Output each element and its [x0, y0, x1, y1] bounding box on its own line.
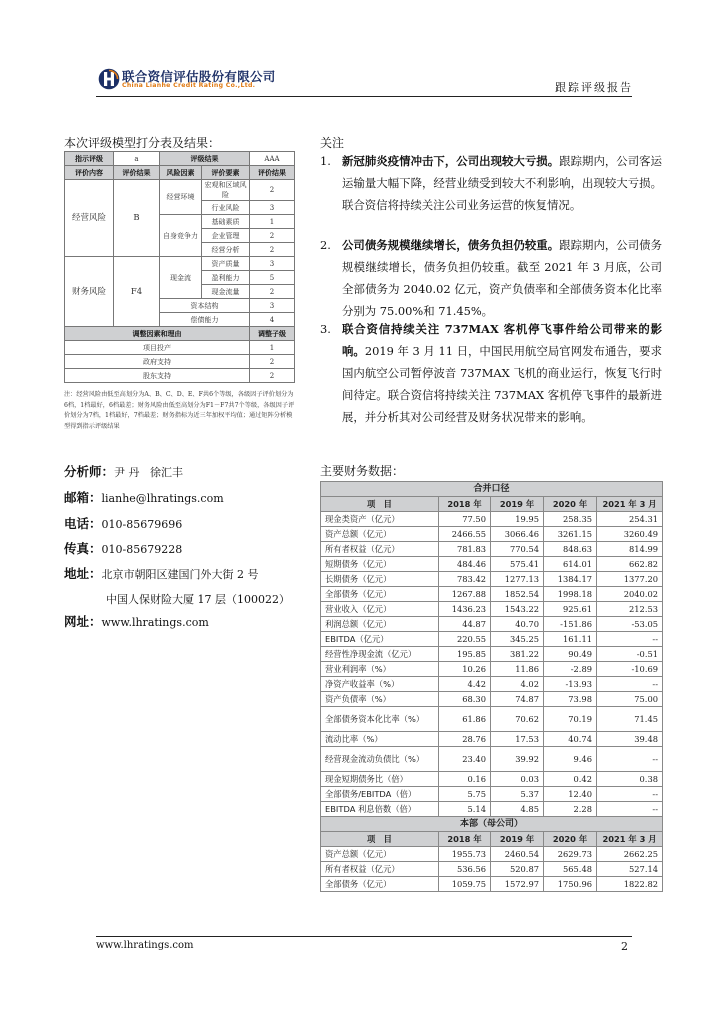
table-cell: 781.83 [439, 542, 491, 557]
row-label: 所有者权益（亿元） [321, 862, 439, 877]
table-row [321, 847, 663, 862]
table-cell: 40.74 [544, 732, 597, 747]
table-cell: 68.30 [439, 692, 491, 707]
table-cell: 0.03 [491, 772, 544, 787]
table-row [321, 677, 663, 692]
table-cell: 9.46 [544, 747, 597, 772]
financial-risk-label: 财务风险 [65, 257, 114, 327]
table-cell: 925.61 [544, 602, 597, 617]
table-cell: 2662.25 [597, 847, 663, 862]
row-label: 全部债务资本化比率（%） [321, 707, 439, 732]
table-cell: 1822.82 [597, 877, 663, 892]
table-row [65, 355, 295, 369]
table-cell: 848.63 [544, 542, 597, 557]
table-cell: 1750.96 [544, 877, 597, 892]
row-label: 利润总额（亿元） [321, 617, 439, 632]
table-cell: 1267.88 [439, 587, 491, 602]
table-row [321, 707, 663, 732]
table-cell: 1436.23 [439, 602, 491, 617]
table-cell: 662.82 [597, 557, 663, 572]
table-cell: 3260.49 [597, 527, 663, 542]
table-cell: -0.51 [597, 647, 663, 662]
element-name: 现金流量 [202, 285, 250, 299]
column-header: 2019 年 [491, 497, 544, 512]
table-row [321, 572, 663, 587]
element-name: 偿债能力 [160, 313, 250, 327]
table-cell: 4.42 [439, 677, 491, 692]
phone-line [64, 514, 182, 532]
table-row [321, 692, 663, 707]
concern-headline: 联合资信持续关注 737MAX 客机停飞事件给公司带来的影响。 [342, 322, 662, 358]
table-cell: 1377.20 [597, 572, 663, 587]
table-header-row [321, 497, 663, 512]
table-cell: 19.95 [491, 512, 544, 527]
fax-label: 传真： [64, 541, 102, 556]
table-row [65, 152, 295, 166]
row-label: 净资产收益率（%） [321, 677, 439, 692]
rating-section-title: 本次评级模型打分表及结果： [64, 136, 221, 150]
table-row [321, 802, 663, 817]
table-cell: 10.26 [439, 662, 491, 677]
element-score: 2 [250, 180, 295, 201]
concern-item [320, 150, 662, 216]
table-cell: 1998.18 [544, 587, 597, 602]
concern-headline: 新冠肺炎疫情冲击下，公司出现较大亏损。 [342, 154, 560, 168]
column-header: 2020 年 [544, 497, 597, 512]
table-cell: 61.86 [439, 707, 491, 732]
row-label: 经营性净现金流（亿元） [321, 647, 439, 662]
table-cell: 565.48 [544, 862, 597, 877]
table-cell: -151.86 [544, 617, 597, 632]
table-cell: 4.85 [491, 802, 544, 817]
table-cell: -2.89 [544, 662, 597, 677]
adjust-factor-header: 调整因素和理由 [65, 327, 250, 341]
row-label: 资产总额（亿元） [321, 527, 439, 542]
table-cell: 3261.15 [544, 527, 597, 542]
table-cell: 39.48 [597, 732, 663, 747]
concern-text: 跟踪期内，公司客运运输量大幅下降，经营业绩受到较大不利影响，出现较大亏损。联合资信将持续关注公司业务运营的恢复情况。 [342, 154, 662, 212]
column-header: 2019 年 [491, 832, 544, 847]
rating-result-label: 评级结果 [160, 152, 250, 166]
page-header [0, 0, 724, 100]
row-label: 全部债务（亿元） [321, 877, 439, 892]
row-label: 全部债务（亿元） [321, 587, 439, 602]
table-cell: 1572.97 [491, 877, 544, 892]
table-cell: 1059.75 [439, 877, 491, 892]
table-cell: 0.16 [439, 772, 491, 787]
page-number: 2 [621, 940, 628, 953]
row-label: 流动比率（%） [321, 732, 439, 747]
table-cell: 1277.13 [491, 572, 544, 587]
concern-headline: 公司债务规模继续增长，债务负担仍较重。 [342, 238, 560, 252]
column-header: 项 目 [321, 497, 439, 512]
table-cell: 345.25 [491, 632, 544, 647]
phone-value: 010-85679696 [101, 518, 183, 531]
row-label: 长期债务（亿元） [321, 572, 439, 587]
element-name: 盈利能力 [202, 271, 250, 285]
email-label: 邮箱： [64, 490, 102, 505]
table-cell: -- [597, 747, 663, 772]
table-row [321, 877, 663, 892]
table-row [321, 787, 663, 802]
element-score: 3 [250, 299, 295, 313]
table-row [321, 772, 663, 787]
table-cell: -- [597, 632, 663, 647]
business-risk-label: 经营风险 [65, 180, 114, 257]
table-cell: -13.93 [544, 677, 597, 692]
element-name: 资本结构 [160, 299, 250, 313]
concern-number: 2. [320, 238, 331, 252]
table-cell: 71.45 [597, 707, 663, 732]
table-cell: 527.14 [597, 862, 663, 877]
table-row [321, 747, 663, 772]
table-cell: 2460.54 [491, 847, 544, 862]
table-cell: 23.40 [439, 747, 491, 772]
row-label: 现金类资产（亿元） [321, 512, 439, 527]
table-cell: 2629.73 [544, 847, 597, 862]
table-cell: 5.14 [439, 802, 491, 817]
company-name-cn: 联合资信评估股份有限公司 [122, 69, 276, 84]
adjust-reason: 股东支持 [65, 369, 250, 383]
table-cell: 770.54 [491, 542, 544, 557]
element-score: 3 [250, 257, 295, 271]
table-cell: -10.69 [597, 662, 663, 677]
table-cell: 575.41 [491, 557, 544, 572]
table-cell: 3066.46 [491, 527, 544, 542]
element-score: 3 [250, 201, 295, 215]
table-cell: 5.37 [491, 787, 544, 802]
company-name-en: China Lianhe Credit Rating Co.,Ltd. [122, 82, 256, 89]
financial-data-table [320, 481, 663, 892]
email-line [64, 488, 224, 506]
concern-text: 跟踪期内，公司债务规模继续增长，债务负担仍较重。截至 2021 年 3 月底，公司全部债务为 2040.02 亿元，资产负债率和全部债务资本化比率分别为 75.00%和 71.45%。 [342, 238, 662, 318]
column-header: 评价结果 [114, 166, 160, 180]
table-cell: -- [597, 802, 663, 817]
table-cell: 195.85 [439, 647, 491, 662]
table-cell: 0.38 [597, 772, 663, 787]
fax-value: 010-85679228 [101, 543, 183, 556]
row-label: 经营现金流动负债比（%） [321, 747, 439, 772]
table-cell: 1955.73 [439, 847, 491, 862]
table-cell: 74.87 [491, 692, 544, 707]
parent-company-label: 本部（母公司） [321, 817, 663, 832]
table-row [321, 542, 663, 557]
table-row [321, 732, 663, 747]
footer-divider [96, 936, 632, 937]
table-cell: 4.02 [491, 677, 544, 692]
element-score: 2 [250, 243, 295, 257]
analyst-label: 分析师： [64, 464, 115, 479]
table-cell: 70.62 [491, 707, 544, 732]
table-cell: 17.53 [491, 732, 544, 747]
table-row [321, 862, 663, 877]
adjust-level-header: 调整子级 [250, 327, 295, 341]
element-name: 企业管理 [202, 229, 250, 243]
table-row [321, 632, 663, 647]
table-cell: 70.19 [544, 707, 597, 732]
row-label: 所有者权益（亿元） [321, 542, 439, 557]
table-cell: 75.00 [597, 692, 663, 707]
factor-name: 经营环境 [160, 180, 202, 215]
table-row [65, 257, 295, 271]
concern-number: 3. [320, 322, 331, 336]
adjust-level: 1 [250, 341, 295, 355]
table-cell: 614.01 [544, 557, 597, 572]
table-cell: 90.49 [544, 647, 597, 662]
table-cell: 1543.22 [491, 602, 544, 617]
table-cell: 73.98 [544, 692, 597, 707]
adjust-reason: 政府支持 [65, 355, 250, 369]
column-header: 2021 年 3 月 [597, 832, 663, 847]
website-label: 网址： [64, 614, 102, 629]
element-score: 2 [250, 229, 295, 243]
table-row [321, 587, 663, 602]
header-divider [96, 96, 632, 97]
row-label: EBITDA 利息倍数（倍） [321, 802, 439, 817]
table-cell: 28.76 [439, 732, 491, 747]
table-cell: 44.87 [439, 617, 491, 632]
concerns-title: 关注 [320, 136, 345, 150]
element-name: 宏观和区域风险 [202, 180, 250, 201]
email-value[interactable]: lianhe@lhratings.com [101, 492, 224, 505]
column-header: 2020 年 [544, 832, 597, 847]
table-row [321, 617, 663, 632]
column-header: 评价结果 [250, 166, 295, 180]
rating-score-table [64, 151, 295, 383]
column-header: 评价内容 [65, 166, 114, 180]
address-line [64, 564, 259, 582]
column-header: 项 目 [321, 832, 439, 847]
table-row [65, 341, 295, 355]
address-value: 北京市朝阳区建国门外大街 2 号 [101, 568, 259, 581]
analyst-names: 尹 丹 徐汇丰 [114, 466, 184, 479]
table-cell: 2466.55 [439, 527, 491, 542]
rating-table-note: 注：经营风险由低至高划分为A、B、C、D、E、F共6个等级，各级因子评价划分为6档，1档最好，6档最差；财务风险由低至高划分为F1－F7共7个等级，各级因子评价划分为7档，1档最好，7档最差；财务指标为近三年加权平均值；通过矩阵分析模型得到指示评级结果 [64, 391, 295, 430]
factor-name: 自身竞争力 [160, 215, 202, 257]
row-label: 营业利润率（%） [321, 662, 439, 677]
table-row [321, 662, 663, 677]
consolidated-label: 合并口径 [321, 482, 663, 497]
adjust-level: 2 [250, 369, 295, 383]
table-cell: 2.28 [544, 802, 597, 817]
fax-line [64, 539, 182, 557]
table-cell: 40.70 [491, 617, 544, 632]
table-header-row [65, 327, 295, 341]
table-cell: 520.87 [491, 862, 544, 877]
row-label: 营业收入（亿元） [321, 602, 439, 617]
table-header-row [321, 832, 663, 847]
table-row [321, 512, 663, 527]
table-cell: 161.11 [544, 632, 597, 647]
table-cell: 212.53 [597, 602, 663, 617]
table-cell: 220.55 [439, 632, 491, 647]
table-cell: 381.22 [491, 647, 544, 662]
element-score: 4 [250, 313, 295, 327]
element-name: 经营分析 [202, 243, 250, 257]
website-value[interactable]: www.lhratings.com [101, 616, 209, 629]
table-cell: 814.99 [597, 542, 663, 557]
adjust-level: 2 [250, 355, 295, 369]
column-header: 评价要素 [202, 166, 250, 180]
table-cell: 11.86 [491, 662, 544, 677]
adjust-reason: 项目投产 [65, 341, 250, 355]
footer-website[interactable]: www.lhratings.com [96, 940, 194, 951]
column-header: 2018 年 [439, 497, 491, 512]
website-line [64, 612, 209, 630]
financial-risk-result: F4 [114, 257, 160, 327]
row-label: EBITDA（亿元） [321, 632, 439, 647]
table-cell: 1852.54 [491, 587, 544, 602]
table-cell: 783.42 [439, 572, 491, 587]
table-cell: 12.40 [544, 787, 597, 802]
table-row [321, 557, 663, 572]
row-label: 资产负债率（%） [321, 692, 439, 707]
table-cell: -- [597, 787, 663, 802]
element-name: 行业风险 [202, 201, 250, 215]
table-cell: -53.05 [597, 617, 663, 632]
element-score: 5 [250, 271, 295, 285]
table-row [65, 369, 295, 383]
table-cell: 254.31 [597, 512, 663, 527]
phone-label: 电话： [64, 516, 102, 531]
element-name: 基础素质 [202, 215, 250, 229]
element-score: 1 [250, 215, 295, 229]
column-header: 风险因素 [160, 166, 202, 180]
table-row [321, 527, 663, 542]
table-cell: 1384.17 [544, 572, 597, 587]
element-score: 2 [250, 285, 295, 299]
column-header: 2018 年 [439, 832, 491, 847]
table-cell: 0.42 [544, 772, 597, 787]
concern-number: 1. [320, 154, 331, 168]
table-row [321, 647, 663, 662]
financial-section-title: 主要财务数据： [320, 464, 405, 478]
table-row [321, 602, 663, 617]
row-label: 全部债务/EBITDA（倍） [321, 787, 439, 802]
table-cell: 5.75 [439, 787, 491, 802]
table-group-row [321, 482, 663, 497]
rating-result-value: AAA [250, 152, 295, 166]
table-cell: 536.56 [439, 862, 491, 877]
row-label: 短期债务（亿元） [321, 557, 439, 572]
row-label: 现金短期债务比（倍） [321, 772, 439, 787]
concern-text: 2019 年 3 月 11 日，中国民用航空局官网发布通告，要求国内航空公司暂停波音 737MAX 飞机的商业运行，恢复飞行时间待定。联合资信将持续关注 737MAX 客机停飞事件的最新进展，并分析其对公司经营及财务状况带来的影响。 [342, 344, 662, 424]
table-header-row [65, 166, 295, 180]
analyst-line [64, 462, 183, 480]
column-header: 2021 年 3 月 [597, 497, 663, 512]
factor-name: 现金流 [160, 257, 202, 299]
table-cell: 258.35 [544, 512, 597, 527]
element-name: 资产质量 [202, 257, 250, 271]
concern-item [320, 234, 662, 322]
table-cell: 484.46 [439, 557, 491, 572]
indicative-rating-value: a [114, 152, 160, 166]
report-type-label: 跟踪评级报告 [555, 81, 633, 94]
row-label: 资产总额（亿元） [321, 847, 439, 862]
table-cell: 77.50 [439, 512, 491, 527]
address-label: 地址： [64, 566, 102, 581]
company-logo-icon [98, 68, 120, 90]
table-cell: -- [597, 677, 663, 692]
concern-item [320, 318, 662, 428]
indicative-rating-label: 指示评级 [65, 152, 114, 166]
business-risk-result: B [114, 180, 160, 257]
address-line-2: 中国人保财险大厦 17 层（100022） [106, 593, 290, 606]
table-cell: 2040.02 [597, 587, 663, 602]
table-group-row [321, 817, 663, 832]
table-cell: 39.92 [491, 747, 544, 772]
